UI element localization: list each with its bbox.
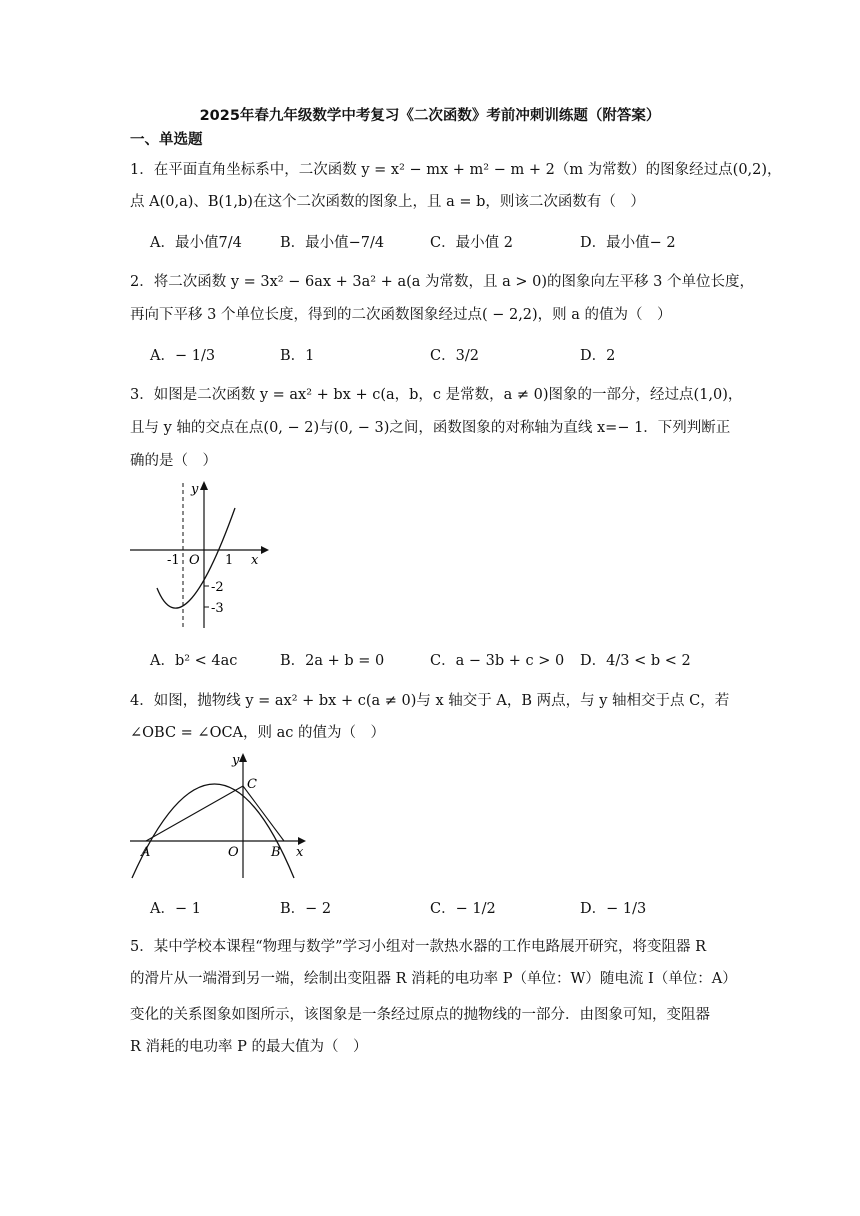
section-heading: 一、单选题 — [130, 132, 203, 148]
figure-label-1: 1 — [225, 553, 234, 568]
question-2-line-1: 2．将二次函数 y = 3x² − 6ax + 3a² + a(a 为常数，且 a > 0)的图象向左平移 3 个单位长度， — [130, 274, 754, 290]
parabola-curve — [132, 784, 294, 878]
question-3-line-1: 3．如图是二次函数 y = ax² + bx + c(a，b，c 是常数，a ≠ 0)图象的一部分，经过点(1,0)， — [130, 387, 743, 403]
page-title: 2025年春九年级数学中考复习《二次函数》考前冲刺训练题（附答案） — [199, 108, 661, 124]
x-axis-arrow-icon — [261, 546, 269, 554]
question-2-option-b: B．1 — [280, 348, 315, 364]
figure-label-y: y — [191, 482, 199, 497]
question-5-line-4: R 消耗的电功率 P 的最大值为（ ） — [130, 1039, 368, 1055]
question-1-line-2: 点 A(0,a)、B(1,b)在这个二次函数的图象上，且 a = b，则该二次函数有（ ） — [130, 194, 645, 210]
figure-label-minus-1: -1 — [167, 553, 180, 568]
question-3-line-2: 且与 y 轴的交点在点(0, − 2)与(0, − 3)之间，函数图象的对称轴为直线 x=− 1．下列判断正 — [130, 420, 731, 436]
figure-label-x: x — [296, 845, 304, 860]
question-2-option-c: C．3/2 — [430, 348, 479, 364]
figure-label-origin: O — [228, 845, 239, 860]
question-1-option-c: C．最小值 2 — [430, 235, 513, 251]
y-axis-arrow-icon — [200, 481, 208, 490]
question-4-line-2: ∠OBC = ∠OCA，则 ac 的值为（ ） — [130, 725, 386, 741]
question-3-line-3: 确的是（ ） — [130, 453, 217, 469]
y-axis-arrow-icon — [239, 753, 247, 762]
figure-label-c: C — [247, 777, 257, 792]
question-2-line-2: 再向下平移 3 个单位长度，得到的二次函数图象经过点( − 2,2)，则 a 的值为（ ） — [130, 307, 672, 323]
question-5-line-1: 5．某中学校本课程“物理与数学”学习小组对一款热水器的工作电路展开研究，将变阻器 R — [130, 939, 707, 955]
question-4-figure — [126, 750, 316, 880]
figure-label-b: B — [271, 845, 281, 860]
question-5-line-3: 变化的关系图象如图所示，该图象是一条经过原点的抛物线的一部分．由图象可知，变阻器 — [130, 1007, 710, 1023]
figure-label-y: y — [232, 753, 240, 768]
question-1-option-b: B．最小值−7/4 — [280, 235, 385, 251]
figure-label-minus-2: -2 — [211, 580, 224, 595]
question-3-option-c: C．a − 3b + c > 0 — [430, 653, 565, 669]
question-3-option-d: D．4/3 < b < 2 — [580, 653, 691, 669]
question-2-option-a: A．− 1/3 — [150, 348, 216, 364]
segment-ac — [146, 786, 243, 841]
question-3-option-b: B．2a + b = 0 — [280, 653, 385, 669]
question-1-option-d: D．最小值− 2 — [580, 235, 676, 251]
figure-label-minus-3: -3 — [211, 601, 224, 616]
segment-cb — [243, 786, 284, 841]
question-4-line-1: 4．如图，抛物线 y = ax² + bx + c(a ≠ 0)与 x 轴交于 A，B 两点，与 y 轴相交于点 C，若 — [130, 693, 730, 709]
figure-label-a: A — [141, 845, 151, 860]
question-4-option-a: A．− 1 — [150, 901, 201, 917]
question-4-option-b: B．− 2 — [280, 901, 332, 917]
x-axis-arrow-icon — [298, 837, 306, 845]
question-3-option-a: A．b² < 4ac — [150, 653, 238, 669]
question-2-option-d: D．2 — [580, 348, 616, 364]
figure-label-x: x — [251, 553, 259, 568]
question-4-option-d: D．− 1/3 — [580, 901, 647, 917]
question-5-line-2: 的滑片从一端滑到另一端，绘制出变阻器 R 消耗的电功率 P（单位：W）随电流 I（单位：A） — [130, 971, 737, 987]
question-3-figure — [125, 478, 270, 638]
question-1-line-1: 1．在平面直角坐标系中，二次函数 y = x² − mx + m² − m + 2（m 为常数）的图象经过点(0,2)， — [130, 162, 782, 178]
question-4-option-c: C．− 1/2 — [430, 901, 496, 917]
question-1-option-a: A．最小值7/4 — [150, 235, 242, 251]
figure-label-origin: O — [189, 553, 200, 568]
